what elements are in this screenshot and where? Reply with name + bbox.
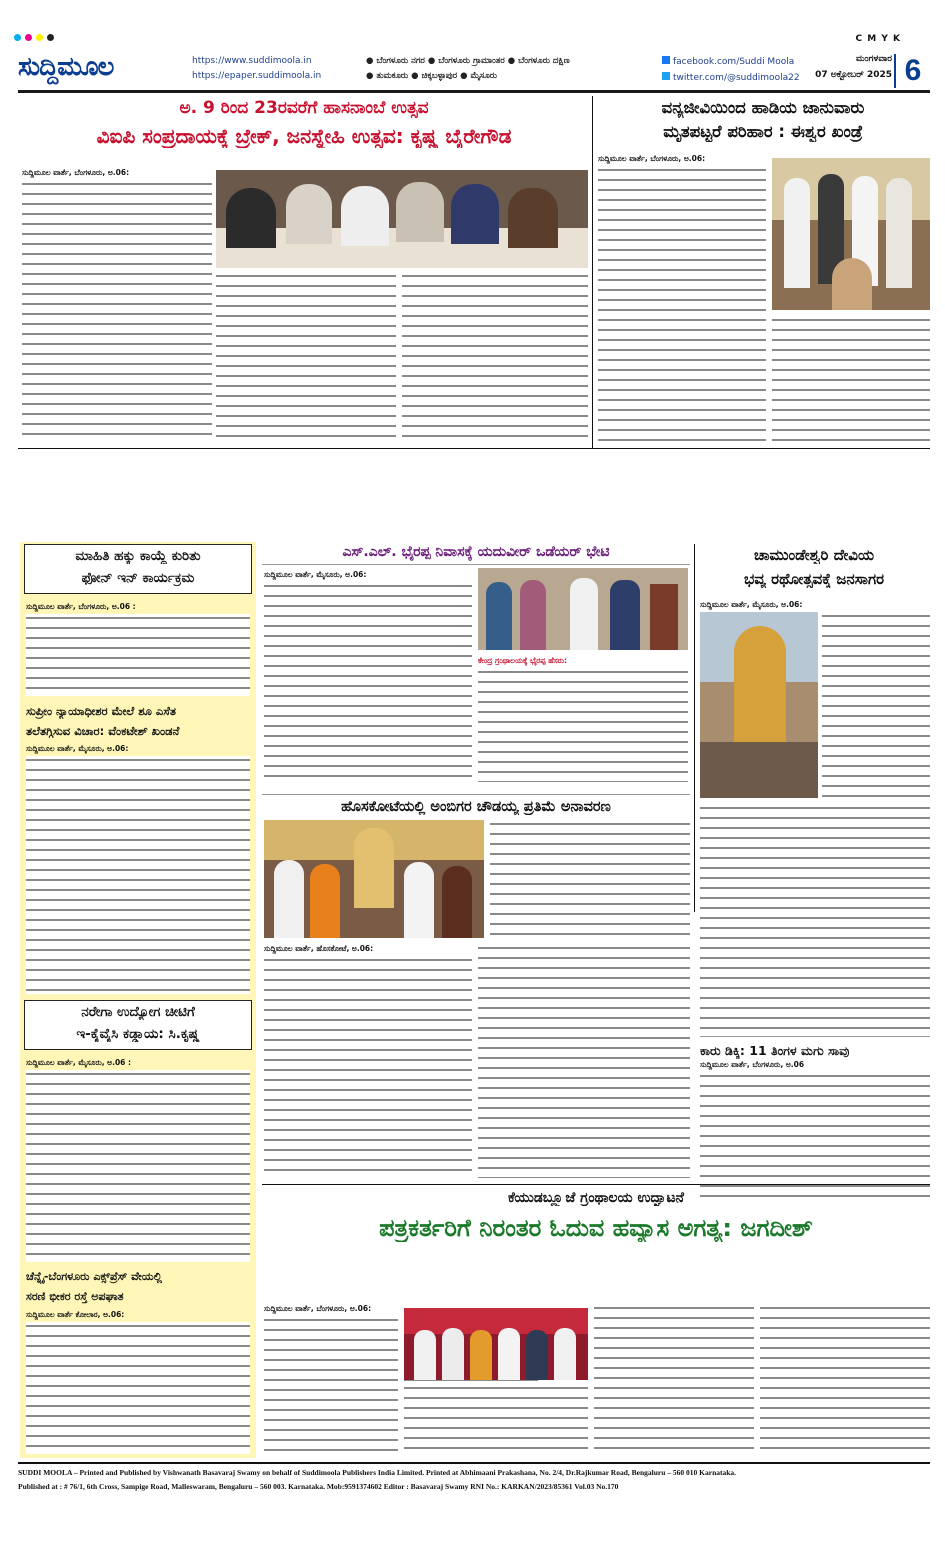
a7-body-col2: [478, 668, 688, 782]
epaper-link[interactable]: https://epaper.suddimoola.in: [192, 71, 322, 81]
a1-body-col2: [216, 272, 396, 442]
a1-kicker: ಅ. 9 ರಿಂದ 23ರವರೆಗೆ ಹಾಸನಾಂಬೆ ಉತ್ಸವ: [179, 98, 429, 118]
masthead: [0, 0, 945, 92]
twitter-link[interactable]: twitter.com/@suddimoola22: [662, 72, 812, 83]
a3-byline: ಸುದ್ದಿಮೂಲ ವಾರ್ತೆ, ಬೆಂಗಳೂರು, ಅ.06 :: [26, 602, 136, 611]
a3-body: [26, 614, 250, 696]
a11-photo-inauguration: [404, 1308, 588, 1380]
a4-headline-line2: ತಲೆತಗ್ಗಿಸುವ ವಿಚಾರ: ವೆಂಕಟೇಶ್ ಖಂಡನೆ: [26, 724, 180, 738]
a11-headline: ಪತ್ರಕರ್ತರಿಗೆ ನಿರಂತರ ಓದುವ ಹವ್ಯಾಸ ಅಗತ್ಯ: ಜಗದೀಶ್: [379, 1214, 813, 1242]
website-link[interactable]: https://www.suddimoola.in: [192, 56, 312, 66]
a6-byline: ಸುದ್ದಿಮೂಲ ವಾರ್ತೆ ಕೋಲಾರ, ಅ.06:: [26, 1310, 125, 1319]
a1-body-col3: [402, 272, 588, 442]
a2-photo-minister: [772, 158, 930, 310]
region-list-2: ● ತುಮಕೂರು ● ಚಿಕ್ಕಬಳ್ಳಾಪುರ ● ಮೈಸೂರು: [366, 71, 497, 81]
issue-date: 07 ಅಕ್ಟೋಬರ್ 2025: [815, 70, 892, 80]
facebook-link[interactable]: facebook.com/Suddi Moola: [662, 56, 812, 67]
a5-headline-line2: ಇ-ಕೈವೈಸಿ ಕಡ್ಡಾಯ: ಸಿ.ಕೃಷ್ಣ: [76, 1026, 200, 1042]
footer-rule: [18, 1462, 930, 1464]
registration-dots: [14, 34, 54, 41]
a3-headline-line2: ಫೋನ್ ಇನ್ ಕಾರ್ಯಕ್ರಮ: [81, 570, 195, 586]
a2-byline: ಸುದ್ದಿಮೂಲ ವಾರ್ತೆ, ಬೆಂಗಳೂರು, ಅ.06:: [598, 154, 706, 163]
a8-headline-line2: ಭವ್ಯ ರಥೋತ್ಸವಕ್ಕೆ ಜನಸಾಗರ: [743, 570, 885, 588]
a2-body-col1: [598, 166, 766, 442]
a1-headline: ವಿಐಪಿ ಸಂಪ್ರದಾಯಕ್ಕೆ ಬ್ರೇಕ್, ಜನಸ್ನೇಹಿ ಉತ್ಸವ: ಕೃಷ್ಣ ಬೈರೇಗೌಡ: [96, 124, 512, 148]
a2-headline-line2: ಮೃತಪಟ್ಟರೆ ಪರಿಹಾರ : ಈಶ್ವರ ಖಂಡ್ರೆ: [663, 122, 863, 141]
a5-body: [26, 1070, 250, 1262]
column-divider: [592, 96, 593, 448]
a10-body: [700, 1072, 930, 1202]
a8-body-col2: [700, 804, 930, 1030]
a6-headline-line2: ಸರಣಿ ಭೀಕರ ರಸ್ತೆ ಅಪಘಾತ: [26, 1290, 124, 1303]
a11-byline: ಸುದ್ದಿಮೂಲ ವಾರ್ತೆ, ಬೆಂಗಳೂರು, ಅ.06:: [264, 1304, 372, 1313]
a3-headline-line1: ಮಾಹಿತಿ ಹಕ್ಕು ಕಾಯ್ದೆ ಕುರಿತು: [75, 548, 201, 564]
a2-headline-line1: ವನ್ಯಜೀವಿಯಿಂದ ಹಾಡಿಯ ಜಾನುವಾರು: [661, 98, 865, 117]
a1-body-col1: [22, 180, 212, 442]
a7-headline: ಎಸ್.ಎಲ್. ಭೈರಪ್ಪ ನಿವಾಸಕ್ಕೆ ಯದುವೀರ್ ಒಡೆಯರ್ ಭೇಟಿ: [262, 544, 690, 565]
a11-body-col4: [760, 1304, 930, 1452]
a9-body-col2: [478, 944, 690, 1178]
page-number: 6: [894, 54, 930, 88]
imprint-line-1: SUDDI MOOLA – Printed and Published by Vishwanath Basavaraj Swamy on behalf of Suddimoola Publishers India Limited. Printed at Abhimaani Prakashana, No. 2/4, Dr.Rajkumar Road, Bengaluru – 560 010 Karnataka.: [18, 1468, 737, 1477]
column-divider-2: [694, 544, 695, 912]
a4-body: [26, 756, 250, 994]
a5-byline: ಸುದ್ದಿಮೂಲ ವಾರ್ತೆ, ಮೈಸೂರು, ಅ.06 :: [26, 1058, 131, 1067]
a8-headline-line1: ಚಾಮುಂಡೇಶ್ವರಿ ದೇವಿಯ: [753, 546, 875, 564]
a11-kicker: ಕೆಯುಡಬ್ಲ್ಯೂಜೆ ಗ್ರಂಥಾಲಯ ಉದ್ಘಾಟನೆ: [508, 1190, 684, 1206]
a4-headline-line1: ಸುಪ್ರೀಂ ನ್ಯಾಯಾಧೀಶರ ಮೇಲೆ ಶೂ ಎಸೆತ: [26, 704, 176, 718]
a11-body-col3: [594, 1304, 754, 1452]
a5-headline-line1: ನರೇಗಾ ಉದ್ಯೋಗ ಚೀಟಿಗೆ: [81, 1004, 195, 1020]
a9-body-col2-top: [490, 820, 690, 938]
imprint-line-2: Published at : # 76/1, 6th Cross, Sampige Road, Malleswaram, Bengaluru – 560 003. Karnataka. Mob:9591374602 Editor : Basavaraj Swamy RNI No.: KARKAN/2023/85361 Vol.03 No.170: [18, 1482, 619, 1491]
a7-byline: ಸುದ್ದಿಮೂಲ ವಾರ್ತೆ, ಮೈಸೂರು, ಅ.06:: [264, 570, 367, 579]
a7-photo-visit: [478, 568, 688, 650]
a1-byline: ಸುದ್ದಿಮೂಲ ವಾರ್ತೆ, ಬೆಂಗಳೂರು, ಅ.06:: [22, 168, 130, 177]
a8-photo-chariot: [700, 612, 818, 798]
a9-byline: ಸುದ್ದಿಮೂಲ ವಾರ್ತೆ, ಹೊಸಕೋಟೆ, ಅ.06:: [264, 944, 374, 953]
a10-headline: ಕಾರು ಡಿಕ್ಕಿ: 11 ತಿಂಗಳ ಮಗು ಸಾವು: [700, 1036, 930, 1059]
a8-byline: ಸುದ್ದಿಮೂಲ ವಾರ್ತೆ, ಮೈಸೂರು, ಅ.06:: [700, 600, 803, 609]
a11-body-col2b: [404, 1384, 588, 1452]
a6-body: [26, 1322, 250, 1454]
a11-body-col1: [264, 1316, 398, 1452]
weekday: ಮಂಗಳವಾರ: [855, 54, 892, 64]
a9-body-col1: [264, 956, 472, 1178]
cmyk-marker: C M Y K: [855, 34, 901, 44]
facebook-icon: [662, 56, 670, 64]
a7-subhead: ಕೇಂದ್ರ ಗ್ರಂಥಾಲಯಕ್ಕೆ ಭೈರಪ್ಪ ಹೆಸರು:: [478, 656, 568, 665]
section-divider: [18, 448, 930, 449]
a9-headline: ಹೊಸಕೋಟೆಯಲ್ಲಿ ಅಂಬಿಗರ ಚೌಡಯ್ಯ ಪ್ರತಿಮೆ ಅನಾವರಣ: [262, 794, 690, 815]
header-rule: [18, 90, 930, 93]
a6-headline-line1: ಚೆನ್ನೈ-ಬೆಂಗಳೂರು ಎಕ್ಸ್‌ಪ್ರೆಸ್ ವೇಯಲ್ಲಿ: [26, 1270, 162, 1283]
a1-photo-press-meet: [216, 170, 588, 268]
a2-body-col2: [772, 316, 930, 442]
newspaper-logo: ಸುದ್ದಿಮೂಲ: [18, 52, 114, 82]
a4-byline: ಸುದ್ದಿಮೂಲ ವಾರ್ತೆ, ಮೈಸೂರು, ಅ.06:: [26, 744, 129, 753]
a9-photo-statue: [264, 820, 484, 938]
a7-body-col1: [264, 582, 472, 782]
section-divider-3: [262, 1184, 930, 1185]
twitter-icon: [662, 72, 670, 80]
a8-body-col1: [822, 612, 930, 798]
region-list-1: ● ಬೆಂಗಳೂರು ನಗರ ● ಬೆಂಗಳೂರು ಗ್ರಾಮಾಂತರ ● ಬೆಂಗಳೂರು ದಕ್ಷಿಣ: [366, 56, 570, 66]
a10-byline: ಸುದ್ದಿಮೂಲ ವಾರ್ತೆ, ಬೆಂಗಳೂರು, ಅ.06: [700, 1060, 805, 1069]
